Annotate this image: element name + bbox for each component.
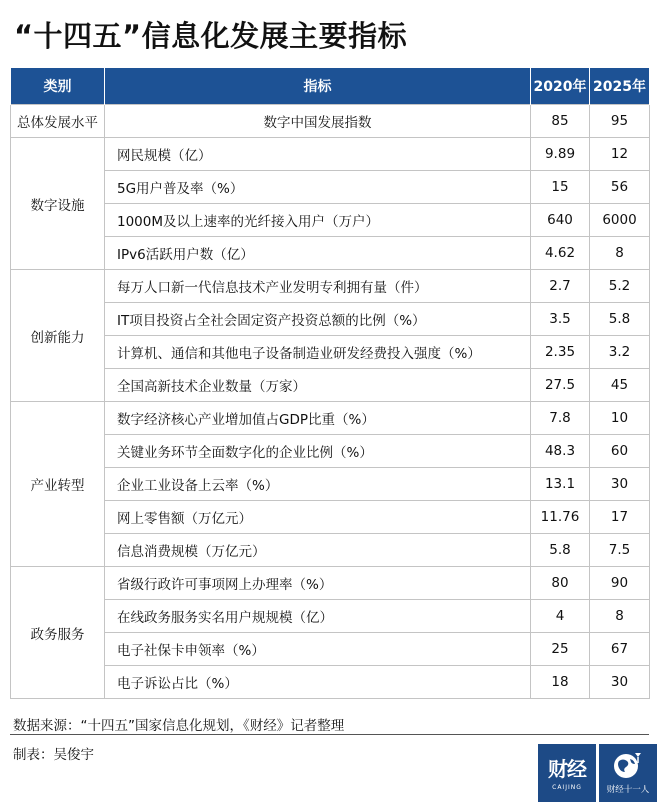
- value-2025-cell: 10: [590, 402, 650, 435]
- value-2025-cell: 45: [590, 369, 650, 402]
- header-category: 类别: [11, 68, 105, 105]
- value-2020-cell: 640: [531, 204, 590, 237]
- value-2025-cell: 60: [590, 435, 650, 468]
- value-2025-cell: 7.5: [590, 534, 650, 567]
- table-row: [11, 501, 650, 534]
- value-2020-cell: 9.89: [531, 138, 590, 171]
- indicator-cell: 计算机、通信和其他电子设备制造业研发经费投入强度（%）: [105, 336, 531, 369]
- value-2025-cell: 6000: [590, 204, 650, 237]
- table-row: [11, 336, 650, 369]
- publisher-logos: [538, 744, 658, 802]
- table-row: [11, 369, 650, 402]
- indicator-cell: 全国高新技术企业数量（万家）: [105, 369, 531, 402]
- value-2025-cell: 95: [590, 105, 650, 138]
- value-2025-cell: 5.2: [590, 270, 650, 303]
- header-indicator: 指标: [105, 68, 531, 105]
- value-2020-cell: 2.35: [531, 336, 590, 369]
- value-2020-cell: 4.62: [531, 237, 590, 270]
- value-2025-cell: 67: [590, 633, 650, 666]
- value-2020-cell: 4: [531, 600, 590, 633]
- table-row: [11, 105, 650, 138]
- value-2020-cell: 27.5: [531, 369, 590, 402]
- value-2020-cell: 85: [531, 105, 590, 138]
- table-row: [11, 204, 650, 237]
- globe-icon: [611, 749, 645, 781]
- table-row: [11, 171, 650, 204]
- value-2020-cell: 7.8: [531, 402, 590, 435]
- caijing-logo-subtext: CAIJING: [552, 784, 582, 791]
- indicator-cell: 电子社保卡申领率（%）: [105, 633, 531, 666]
- value-2020-cell: 80: [531, 567, 590, 600]
- page-title: “十四五”信息化发展主要指标: [14, 19, 408, 53]
- category-cell: 政务服务: [11, 567, 105, 699]
- value-2025-cell: 5.8: [590, 303, 650, 336]
- value-2025-cell: 56: [590, 171, 650, 204]
- table-row: [11, 666, 650, 699]
- table-header-row: [11, 68, 650, 105]
- indicator-cell: IPv6活跃用户数（亿）: [105, 237, 531, 270]
- value-2020-cell: 18: [531, 666, 590, 699]
- indicator-cell: 网民规模（亿）: [105, 138, 531, 171]
- indicator-cell: 5G用户普及率（%）: [105, 171, 531, 204]
- indicators-table: [10, 68, 650, 699]
- table-row: [11, 237, 650, 270]
- table-row: [11, 567, 650, 600]
- header-2025: 2025年: [590, 68, 650, 105]
- caijing-logo: [538, 744, 596, 802]
- value-2025-cell: 8: [590, 600, 650, 633]
- indicator-cell: IT项目投资占全社会固定资产投资总额的比例（%）: [105, 303, 531, 336]
- value-2020-cell: 25: [531, 633, 590, 666]
- value-2025-cell: 3.2: [590, 336, 650, 369]
- table-maker-note: 制表：吴俊宇: [13, 747, 94, 763]
- value-2025-cell: 12: [590, 138, 650, 171]
- caijing-logo-text: 财经: [548, 757, 586, 781]
- shiyiren-logo: [599, 744, 657, 802]
- indicator-cell: 每万人口新一代信息技术产业发明专利拥有量（件）: [105, 270, 531, 303]
- table-body: [11, 105, 650, 699]
- table-row: [11, 435, 650, 468]
- value-2020-cell: 15: [531, 171, 590, 204]
- table-row: [11, 303, 650, 336]
- indicator-cell: 网上零售额（万亿元）: [105, 501, 531, 534]
- indicator-cell: 电子诉讼占比（%）: [105, 666, 531, 699]
- value-2020-cell: 2.7: [531, 270, 590, 303]
- value-2020-cell: 48.3: [531, 435, 590, 468]
- indicator-cell: 数字中国发展指数: [105, 105, 531, 138]
- category-cell: 产业转型: [11, 402, 105, 567]
- data-source-note: 数据来源：“十四五”国家信息化规划，《财经》记者整理: [13, 718, 345, 734]
- table-row: [11, 402, 650, 435]
- value-2025-cell: 90: [590, 567, 650, 600]
- category-cell: 数字设施: [11, 138, 105, 270]
- footer-divider: [10, 734, 649, 735]
- table-row: [11, 600, 650, 633]
- value-2025-cell: 17: [590, 501, 650, 534]
- value-2020-cell: 11.76: [531, 501, 590, 534]
- header-2020: 2020年: [531, 68, 590, 105]
- table-row: [11, 633, 650, 666]
- value-2025-cell: 30: [590, 468, 650, 501]
- table-row: [11, 534, 650, 567]
- table-row: [11, 468, 650, 501]
- indicator-cell: 关键业务环节全面数字化的企业比例（%）: [105, 435, 531, 468]
- indicator-cell: 在线政务服务实名用户规规模（亿）: [105, 600, 531, 633]
- indicator-cell: 省级行政许可事项网上办理率（%）: [105, 567, 531, 600]
- indicator-cell: 数字经济核心产业增加值占GDP比重（%）: [105, 402, 531, 435]
- indicator-cell: 信息消费规模（万亿元）: [105, 534, 531, 567]
- category-cell: 创新能力: [11, 270, 105, 402]
- value-2025-cell: 30: [590, 666, 650, 699]
- indicator-cell: 1000M及以上速率的光纤接入用户（万户）: [105, 204, 531, 237]
- table-row: [11, 270, 650, 303]
- table-row: [11, 138, 650, 171]
- value-2020-cell: 13.1: [531, 468, 590, 501]
- value-2025-cell: 8: [590, 237, 650, 270]
- value-2020-cell: 5.8: [531, 534, 590, 567]
- shiyiren-logo-text: 财经十一人: [606, 785, 650, 795]
- category-cell: 总体发展水平: [11, 105, 105, 138]
- value-2020-cell: 3.5: [531, 303, 590, 336]
- indicator-cell: 企业工业设备上云率（%）: [105, 468, 531, 501]
